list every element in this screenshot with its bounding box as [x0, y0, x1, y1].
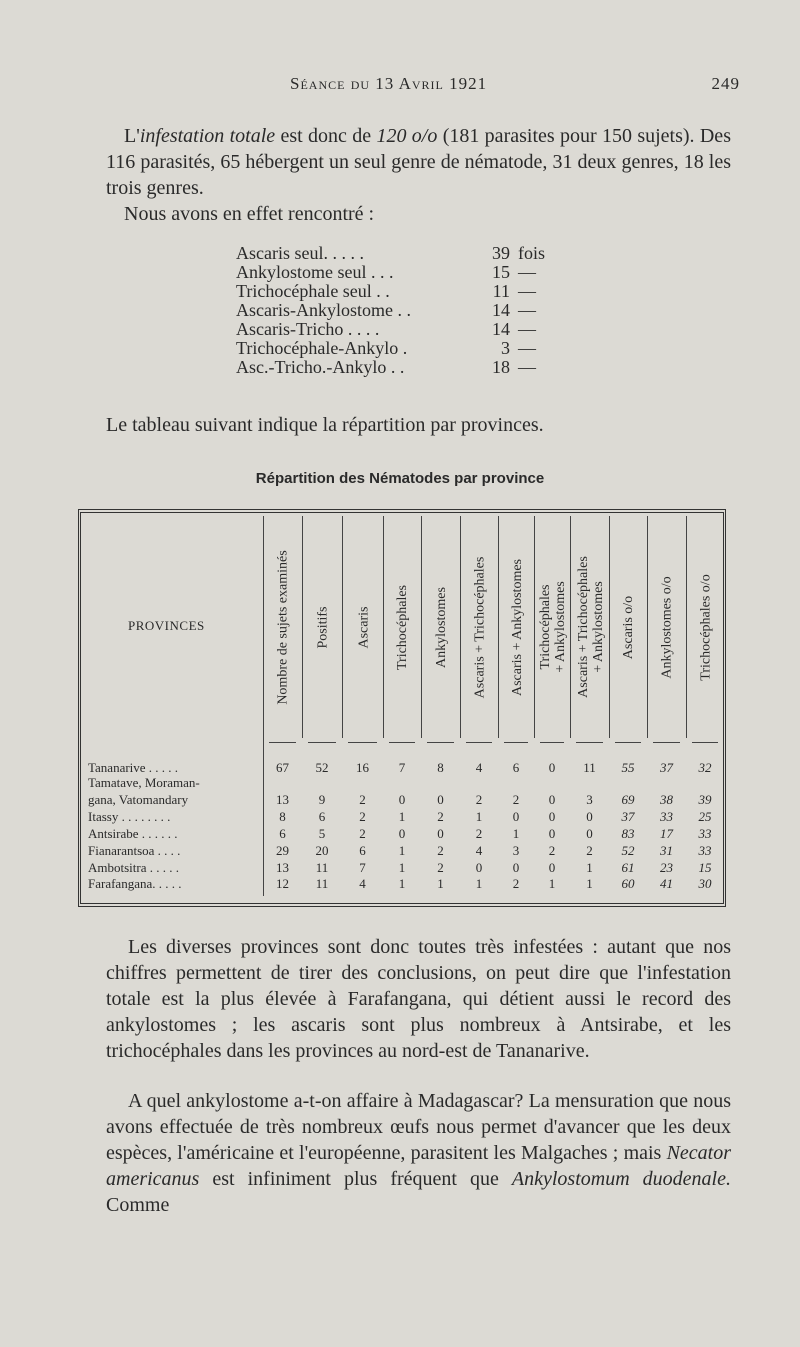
- table-cell: 2: [437, 809, 444, 824]
- table-cell: 23: [660, 860, 673, 875]
- table-cell: 33: [698, 843, 712, 858]
- tally-count: 18: [492, 357, 510, 377]
- tally-row: [236, 320, 576, 339]
- table-cell: 1: [586, 876, 593, 891]
- table-cell: 3: [586, 792, 593, 807]
- table-cell: 7: [398, 760, 406, 775]
- tally-name: Ascaris seul. . . . .: [236, 243, 364, 263]
- tally-row: [236, 358, 576, 377]
- column-header: [498, 516, 535, 738]
- tally-count: 3: [501, 338, 510, 358]
- column-rule: [653, 742, 680, 745]
- table-cell: 0: [398, 792, 406, 807]
- table-cell: 33: [660, 809, 673, 824]
- table-cell: 8: [437, 760, 444, 775]
- table-cell: 0: [475, 860, 483, 875]
- table-cell: 33: [698, 826, 712, 841]
- table-cell: 0: [437, 826, 444, 841]
- table-cell: 8: [279, 809, 286, 824]
- tally-row: [236, 282, 576, 301]
- column-rule: [540, 742, 564, 745]
- tally-count: 14: [492, 319, 510, 339]
- table-cell: 52: [315, 760, 329, 775]
- table-cell: 2: [586, 843, 593, 858]
- tally-row: [236, 301, 576, 320]
- table-cell: 55: [621, 760, 635, 775]
- tally-unit: —: [518, 357, 536, 377]
- table-cell: 2: [475, 792, 483, 807]
- column-header: [647, 516, 687, 738]
- column-header-label: Positifs: [315, 605, 331, 649]
- column-header: [302, 516, 343, 738]
- table-cell: 1: [398, 809, 406, 824]
- emphasis-text: infestation totale: [139, 125, 276, 147]
- province-name: Fianarantsoa . . . .: [88, 843, 181, 858]
- tally-count: 15: [492, 262, 510, 282]
- table-cell: 3: [512, 843, 520, 858]
- table-cell: 11: [315, 860, 329, 875]
- table-cell: 0: [437, 792, 444, 807]
- table-cell: 1: [512, 826, 520, 841]
- table-cell: 1: [586, 860, 593, 875]
- column-header: [570, 516, 610, 738]
- column-header-label: Trichocéphales o/o: [698, 573, 714, 681]
- table-cell: 20: [315, 843, 329, 858]
- table-cell: 0: [548, 760, 556, 775]
- province-name: Tamatave, Moraman-: [88, 775, 200, 790]
- table-cell: 0: [548, 792, 556, 807]
- tally-count: 11: [492, 281, 510, 301]
- column-header: [534, 516, 571, 738]
- table-cell: 52: [621, 843, 635, 858]
- column-header: [263, 516, 303, 738]
- table-cell: 37: [660, 760, 673, 775]
- table-cell: 6: [279, 826, 286, 841]
- text-run: L': [124, 125, 140, 147]
- table-cell: 0: [586, 826, 593, 841]
- table-cell: 1: [437, 876, 444, 891]
- table-cell: 61: [621, 860, 635, 875]
- table-cell: 13: [276, 792, 289, 807]
- table-cell: 2: [359, 809, 366, 824]
- column-header-label: Ankylostomes o/o: [660, 575, 675, 679]
- table-cell: 17: [660, 826, 673, 841]
- tally-name: Ankylostome seul . . .: [236, 262, 394, 282]
- table-cell: 2: [512, 876, 520, 891]
- table-cell: 2: [437, 860, 444, 875]
- table-cell: 0: [548, 860, 556, 875]
- tally-name: Trichocéphale-Ankylo .: [236, 338, 408, 358]
- tally-unit: —: [518, 319, 536, 339]
- table-cell: 1: [398, 876, 406, 891]
- column-header-label: Ascaris o/o: [621, 595, 637, 659]
- table-cell: 2: [359, 792, 366, 807]
- table-cell: 0: [398, 826, 406, 841]
- text-run: A quel ankylostome a-t-on affaire à Madagascar? La mensuration que nous avons effectuée de très nombreux œufs nous permet d'avancer que les deux espèces, l'américaine et l'européenne, parasitent les Malgaches ; mais: [106, 1090, 731, 1164]
- paragraph-table-intro: Le tableau suivant indique la répartition par provinces.: [106, 414, 544, 436]
- table-cell: 6: [512, 760, 520, 775]
- column-header: [421, 516, 461, 738]
- column-rule: [692, 742, 718, 745]
- tally-unit: —: [518, 281, 536, 301]
- province-name: gana, Vatomandary: [88, 792, 189, 807]
- provinces-header: PROVINCES: [128, 618, 205, 633]
- table-cell: 29: [276, 843, 289, 858]
- table-cell: 16: [356, 760, 369, 775]
- table-cell: 11: [583, 760, 596, 775]
- emphasis-text: 120 o/o: [376, 125, 438, 147]
- table-cell: 9: [318, 792, 326, 807]
- tally-unit: fois: [518, 243, 545, 263]
- province-name: Farafangana. . . . .: [88, 876, 182, 891]
- province-name: Ambotsitra . . . . .: [88, 860, 179, 875]
- table-cell: 4: [475, 843, 483, 858]
- table-cell: 7: [359, 860, 366, 875]
- column-header-label: Trichocéphales + Ankylostomes: [538, 581, 569, 673]
- tally-row: [236, 263, 576, 282]
- tally-name: Asc.-Tricho.-Ankylo . .: [236, 357, 405, 377]
- table-cell: 25: [698, 809, 712, 824]
- table-cell: 2: [359, 826, 366, 841]
- table-cell: 15: [698, 860, 712, 875]
- column-header-label: Trichocéphales: [395, 584, 411, 670]
- table-cell: 39: [698, 792, 712, 807]
- table-cell: 5: [318, 826, 326, 841]
- column-header: [609, 516, 648, 738]
- table-cell: 4: [359, 876, 366, 891]
- table-cell: 13: [276, 860, 289, 875]
- species-name: Necator americanus: [106, 1142, 731, 1190]
- paragraph-infestation: [106, 123, 731, 201]
- page-number: 249: [711, 74, 740, 93]
- table-cell: 0: [586, 809, 593, 824]
- running-header: [290, 74, 740, 94]
- tally-list: [236, 244, 576, 377]
- table-cell: 6: [359, 843, 366, 858]
- tally-name: Trichocéphale seul . .: [236, 281, 390, 301]
- table-cell: 60: [621, 876, 635, 891]
- column-rule: [466, 742, 492, 745]
- column-header-label: Ascaris + Ankylostomes: [509, 558, 525, 696]
- table-cell: 32: [698, 760, 712, 775]
- table-cell: 41: [660, 876, 673, 891]
- paragraph-discussion: Les diverses provinces sont donc toutes très infestées : autant que nos chiffres permettent de tirer des conclusions, on peut dire que l'infestation totale est la plus élevée à Farafangana, qui détient aussi le record des ankylostomes ; les ascaris sont plus nombreux à Antsirabe, et les trichocéphales dans les provinces au nord-est de Tananarive.: [106, 936, 731, 1062]
- paragraph-intro-list: Nous avons en effet rencontré :: [124, 203, 375, 225]
- column-rule: [615, 742, 641, 745]
- column-rule: [348, 742, 377, 745]
- table-cell: 30: [698, 876, 712, 891]
- tally-name: Ascaris-Ankylostome . .: [236, 300, 411, 320]
- tally-unit: —: [518, 262, 536, 282]
- text-run: est infiniment plus fréquent que: [199, 1168, 512, 1190]
- table-cell: 67: [276, 760, 289, 775]
- tally-row: [236, 339, 576, 358]
- tally-count: 14: [492, 300, 510, 320]
- column-rule: [389, 742, 415, 745]
- tally-unit: —: [518, 338, 536, 358]
- header-title: Séance du 13 Avril 1921: [290, 74, 488, 93]
- column-header: [460, 516, 499, 738]
- province-name: Tananarive . . . . .: [88, 760, 179, 775]
- column-header: [383, 516, 422, 738]
- province-name: Itassy . . . . . . . .: [88, 809, 171, 824]
- column-rule: [427, 742, 454, 745]
- table-cell: 0: [512, 860, 520, 875]
- text-run: est donc de: [275, 125, 377, 147]
- text-run: Comme: [106, 1194, 170, 1216]
- column-header-label: Ascaris + Trichocéphales: [472, 556, 488, 698]
- column-header-label: Ankylostomes: [434, 586, 450, 668]
- table-cell: 1: [398, 843, 406, 858]
- column-rule: [576, 742, 603, 745]
- table-cell: 38: [660, 792, 673, 807]
- table-cell: 12: [276, 876, 289, 891]
- column-header-label: Ascaris: [356, 606, 371, 648]
- text-run: (181 parasites pour 150 sujets). Des 116 parasités, 65 hébergent un seul genre de nématode, 31 deux genres, 18 les trois genres.: [106, 125, 731, 199]
- table-title: Répartition des Nématodes par province: [255, 470, 545, 487]
- column-header: [686, 516, 725, 738]
- table-cell: 0: [548, 809, 556, 824]
- tally-count: 39: [492, 243, 510, 263]
- table-cell: 0: [548, 826, 556, 841]
- species-name: Ankylostomum duodenale.: [511, 1168, 731, 1190]
- table-cell: 83: [621, 826, 635, 841]
- table-cell: 4: [475, 760, 483, 775]
- column-header-label: Nombre de sujets examinés: [276, 549, 292, 705]
- table-cell: 2: [475, 826, 483, 841]
- province-name: Antsirabe . . . . . .: [88, 826, 178, 841]
- table-cell: 2: [437, 843, 444, 858]
- column-rule: [269, 742, 296, 745]
- table-cell: 31: [660, 843, 673, 858]
- table-cell: 1: [548, 876, 556, 891]
- table-cell: 1: [398, 860, 406, 875]
- table-cell: 11: [315, 876, 329, 891]
- paragraph-ankylostome: [106, 1088, 731, 1218]
- table-cell: 37: [621, 809, 635, 824]
- table-cell: 69: [621, 792, 635, 807]
- column-rule: [504, 742, 528, 745]
- tally-unit: —: [518, 300, 536, 320]
- column-rule: [308, 742, 336, 745]
- tally-name: Ascaris-Tricho . . . .: [236, 319, 380, 339]
- table-cell: 1: [475, 876, 483, 891]
- column-header: [342, 516, 384, 738]
- tally-row: [236, 244, 576, 263]
- table-cell: 2: [512, 792, 520, 807]
- table-cell: 0: [512, 809, 520, 824]
- table-cell: 1: [475, 809, 483, 824]
- table-cell: 6: [318, 809, 326, 824]
- table-cell: 2: [548, 843, 556, 858]
- column-header-label: Ascaris + Trichocéphales + Ankylostomes: [575, 556, 606, 698]
